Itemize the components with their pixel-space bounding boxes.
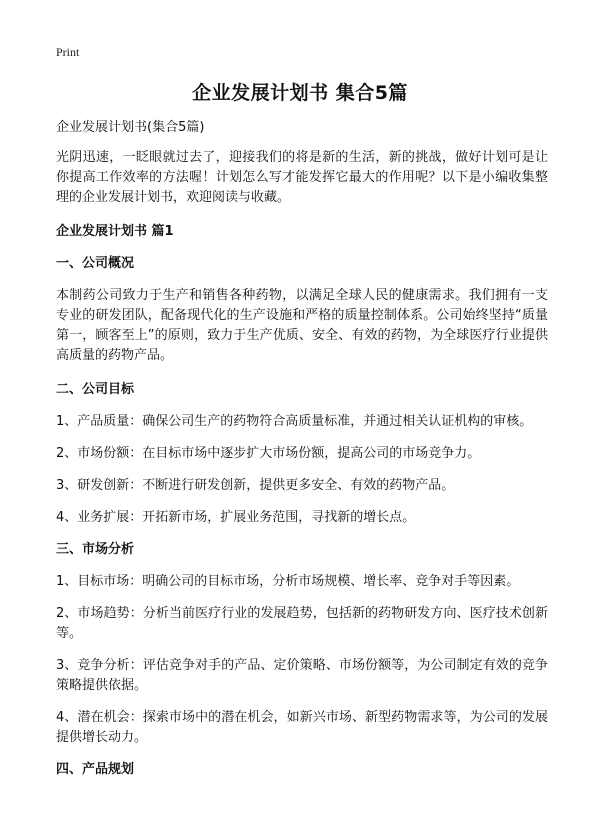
section-heading-overview: 一、公司概况 [56,256,135,271]
list-item: 1、目标市场：明确公司的目标市场，分析市场规模、增长率、竞争对手等因素。 [56,574,520,589]
list-item: 3、研发创新：不断进行研发创新，提供更多安全、有效的药物产品。 [56,478,455,493]
section-heading-market: 三、市场分析 [56,542,135,557]
document-body [56,118,548,792]
list-item: 2、市场份额：在目标市场中逐步扩大市场份额，提高公司的市场竞争力。 [56,446,481,461]
overview-paragraph: 本制药公司致力于生产和销售各种药物，以满足全球人民的健康需求。我们拥有一支专业的研发团队，配备现代化的生产设施和严格的质量控制体系。公司始终坚持“质量第一，顾客至上”的原则，致力于生产优质、安全、有效的药物，为全球医疗行业提供高质量的药物产品。 [56,288,548,363]
list-item: 2、市场趋势：分析当前医疗行业的发展趋势，包括新的药物研发方向、医疗技术创新等。 [56,606,548,641]
section-heading-product: 四、产品规划 [56,762,135,777]
list-item: 4、业务扩展：开拓新市场，扩展业务范围，寻找新的增长点。 [56,510,416,525]
list-item: 3、竞争分析：评估竞争对手的产品、定价策略、市场份额等，为公司制定有效的竞争策略提供依据。 [56,658,548,693]
page-title: 企业发展计划书 集合5篇 [192,82,408,104]
section-heading-goals: 二、公司目标 [56,382,135,397]
intro-paragraph: 光阴迅速，一眨眼就过去了，迎接我们的将是新的生活，新的挑战，做好计划可是让你提高工作效率的方法喔！计划怎么写才能发挥它最大的作用呢？以下是小编收集整理的企业发展计划书，欢迎阅读与收藏。 [56,150,548,205]
document-subtitle: 企业发展计划书(集合5篇) [56,120,205,135]
list-item: 1、产品质量：确保公司生产的药物符合高质量标准，并通过相关认证机构的审核。 [56,414,533,429]
list-item: 4、潜在机会：探索市场中的潜在机会，如新兴市场、新型药物需求等，为公司的发展提供增长动力。 [56,710,548,745]
part-title: 企业发展计划书 篇1 [56,224,174,239]
print-link[interactable]: Print [56,45,80,59]
